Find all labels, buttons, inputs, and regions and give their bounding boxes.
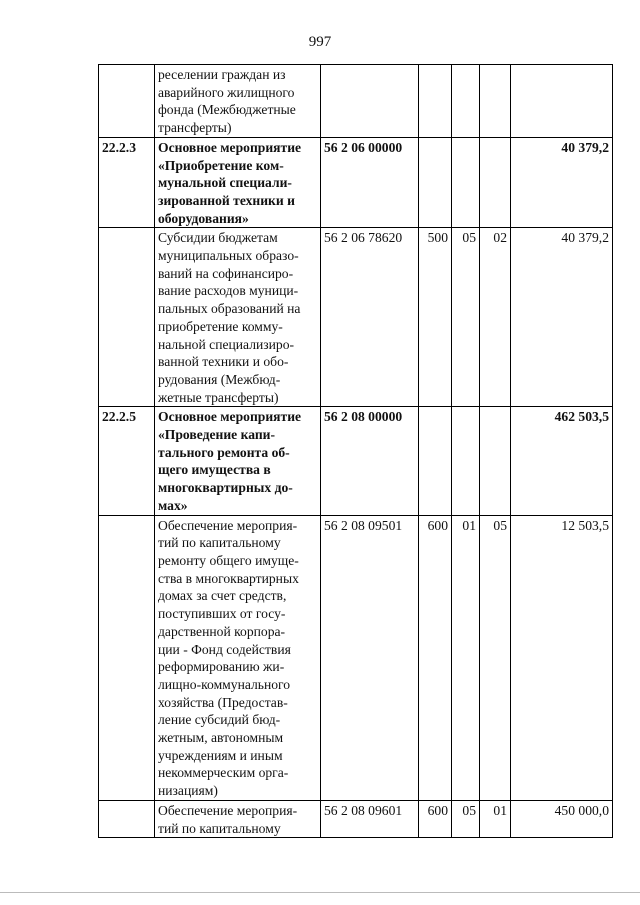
table-row <box>99 800 613 837</box>
row-subsection <box>480 65 511 138</box>
row-name <box>155 65 321 138</box>
row-name-line: мунальной специали- <box>158 175 292 191</box>
row-name-line: тий по капитальному <box>158 535 281 551</box>
row-name-line: «Проведение капи- <box>158 427 276 443</box>
row-expense-type: 600 <box>419 800 452 837</box>
row-number <box>99 65 155 138</box>
row-name <box>155 407 321 515</box>
row-subsection: 05 <box>480 515 511 800</box>
row-amount: 40 379,2 <box>511 228 613 407</box>
row-name-line: реселении граждан из <box>158 67 286 82</box>
row-name-line: низациям) <box>158 783 218 799</box>
row-name-line: реформированию жи- <box>158 659 285 675</box>
row-name-line: трансферты) <box>158 120 232 136</box>
row-name-line: рудования (Межбюд- <box>158 371 281 387</box>
table-row <box>99 137 613 228</box>
row-name-line: лищно-коммунального <box>158 676 291 692</box>
row-name-line: Основное мероприятие <box>158 139 302 155</box>
row-name-line: ление субсидий бюд- <box>158 712 281 728</box>
row-name-line: ства в многоквартирных <box>158 570 299 586</box>
row-name-line: ваний на софинансиро- <box>158 265 294 281</box>
row-name-line: учреждениям и иным <box>158 747 283 763</box>
row-expense-type <box>419 137 452 228</box>
row-name-line: поступивших от госу- <box>158 606 286 622</box>
row-amount: 462 503,5 <box>511 407 613 515</box>
row-name-line: некоммерческим орга- <box>158 765 289 781</box>
row-subsection: 02 <box>480 228 511 407</box>
row-name-line: жетным, автономным <box>158 730 284 746</box>
row-name-line: хозяйства (Предостав- <box>158 694 288 710</box>
row-name-line: Обеспечение мероприя- <box>158 802 298 818</box>
table-row <box>99 65 613 138</box>
row-name-line: Обеспечение мероприя- <box>158 517 298 533</box>
table-row <box>99 228 613 407</box>
table-row <box>99 515 613 800</box>
row-name-line: мах» <box>158 497 188 513</box>
row-section: 05 <box>452 228 480 407</box>
row-name-line: приобретение комму- <box>158 318 283 334</box>
row-expense-type <box>419 407 452 515</box>
row-name <box>155 137 321 228</box>
row-name-line: ции - Фонд содействия <box>158 641 291 657</box>
row-name <box>155 800 321 837</box>
row-name-line: муниципальных образо- <box>158 248 299 264</box>
row-number: 22.2.3 <box>99 137 155 228</box>
row-name-line: тального ремонта об- <box>158 444 290 460</box>
row-subsection <box>480 407 511 515</box>
row-name-line: нальной специализиро- <box>158 336 295 352</box>
row-name-line: щего имущества в <box>158 462 271 478</box>
row-name-line: Основное мероприятие <box>158 409 302 425</box>
row-amount <box>511 65 613 138</box>
row-amount: 450 000,0 <box>511 800 613 837</box>
row-amount: 12 503,5 <box>511 515 613 800</box>
row-name-line: ванной техники и обо- <box>158 354 289 370</box>
row-number <box>99 800 155 837</box>
row-number <box>99 228 155 407</box>
row-name-line: аварийного жилищного <box>158 84 295 100</box>
row-section <box>452 65 480 138</box>
row-name-line: зированной техники и <box>158 192 295 208</box>
row-code: 56 2 08 09601 <box>321 800 419 837</box>
row-name-line: пальных образований на <box>158 301 301 317</box>
page-number: 997 <box>308 34 332 50</box>
row-name-line: ремонту общего имуще- <box>158 552 299 568</box>
row-code: 56 2 08 00000 <box>321 407 419 515</box>
row-section <box>452 137 480 228</box>
row-name-line: фонда (Межбюджетные <box>158 102 296 118</box>
row-number: 22.2.5 <box>99 407 155 515</box>
row-amount: 40 379,2 <box>511 137 613 228</box>
row-name-line: дарственной корпора- <box>158 623 286 639</box>
row-name-line: тий по капитальному <box>158 820 281 836</box>
row-expense-type: 600 <box>419 515 452 800</box>
row-section: 01 <box>452 515 480 800</box>
row-section <box>452 407 480 515</box>
row-subsection <box>480 137 511 228</box>
row-name-line: жетные трансферты) <box>158 389 279 405</box>
row-code: 56 2 08 09501 <box>321 515 419 800</box>
row-name-line: домах за счет средств, <box>158 588 287 604</box>
row-name-line: «Приобретение ком- <box>158 157 284 173</box>
row-expense-type <box>419 65 452 138</box>
row-expense-type: 500 <box>419 228 452 407</box>
row-name-line: вание расходов муници- <box>158 283 299 299</box>
row-code: 56 2 06 78620 <box>321 228 419 407</box>
row-number <box>99 515 155 800</box>
row-subsection: 01 <box>480 800 511 837</box>
row-name <box>155 228 321 407</box>
row-code: 56 2 06 00000 <box>321 137 419 228</box>
row-name-line: многоквартирных до- <box>158 480 293 496</box>
row-name <box>155 515 321 800</box>
row-name-line: оборудования» <box>158 210 249 226</box>
row-code <box>321 65 419 138</box>
bottom-rule <box>0 892 640 893</box>
budget-table <box>98 64 613 838</box>
row-name-line: Субсидии бюджетам <box>158 230 278 246</box>
table-row <box>99 407 613 515</box>
row-section: 05 <box>452 800 480 837</box>
budget-table-body <box>99 65 613 838</box>
